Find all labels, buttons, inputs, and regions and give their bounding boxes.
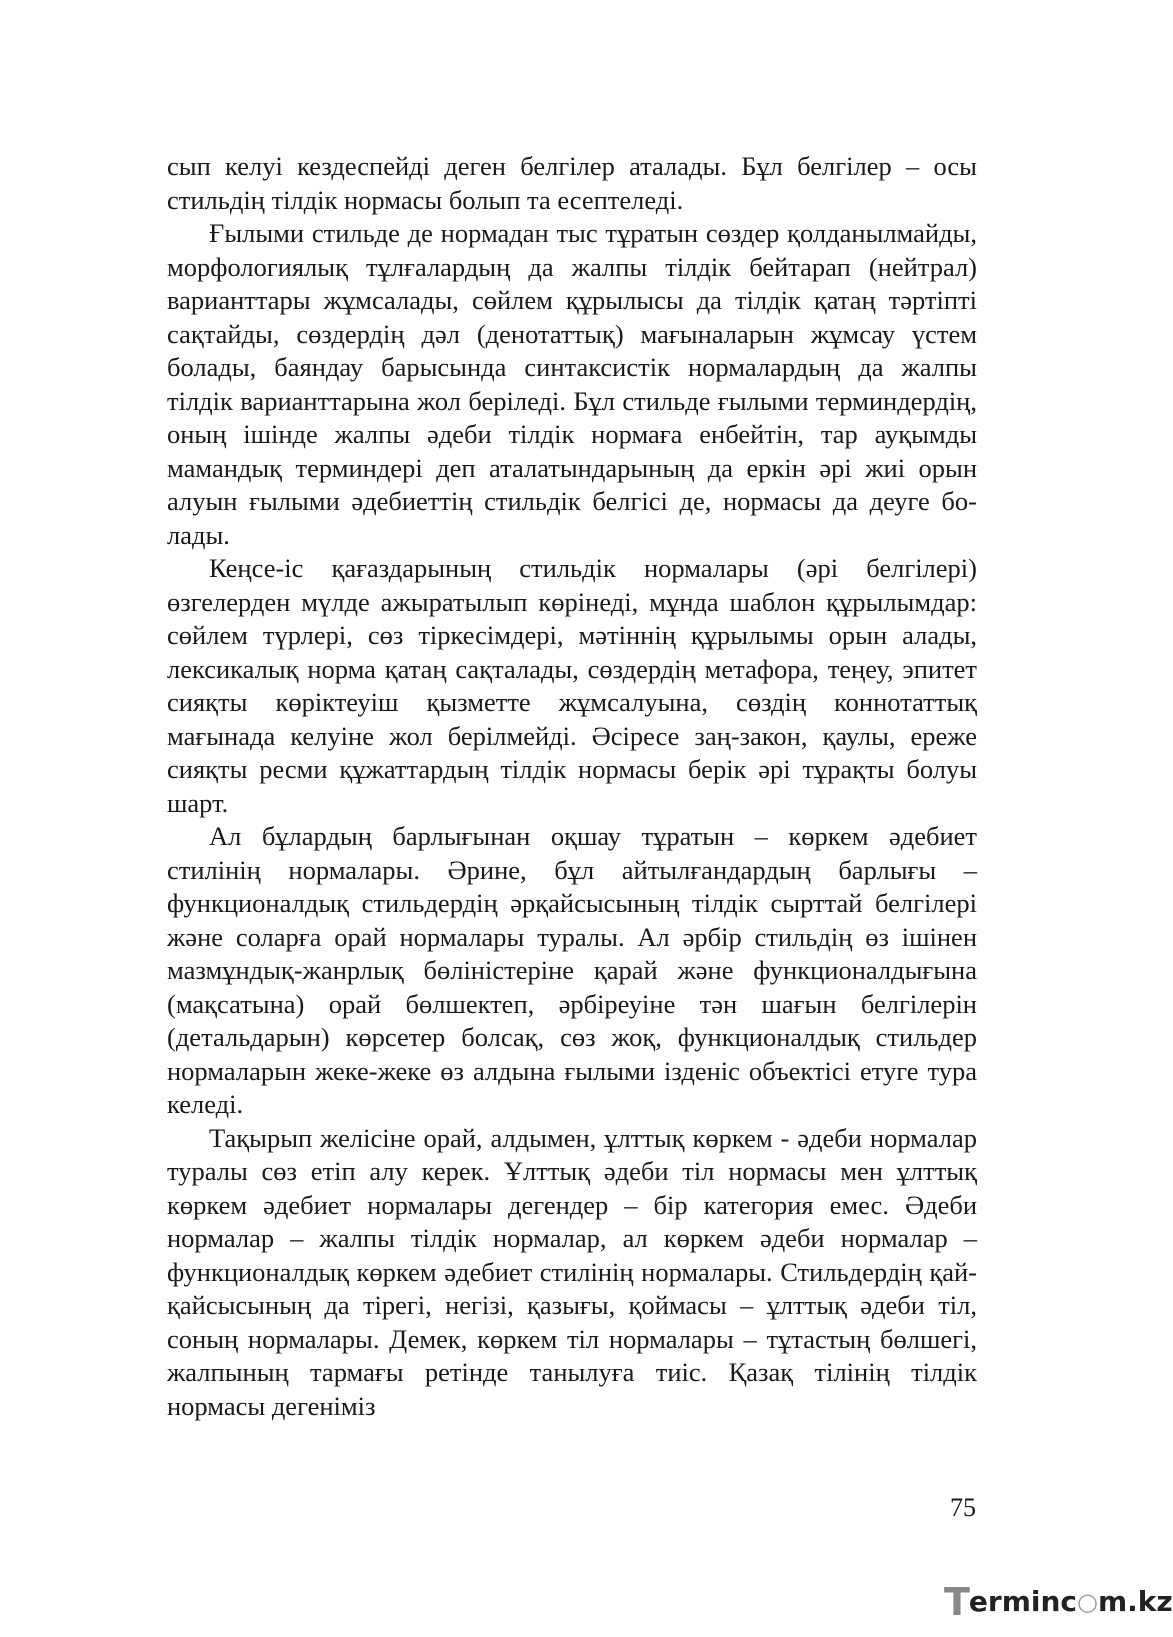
logo-domain: m.kz	[1097, 1585, 1173, 1618]
paragraph-office-style: Кеңсе-іс қағаздарының стильдік нормалары (әрі белгілері) өзгелерден мүлде ажыратылып көрінеді, мұнда шаблон құрылымдар: сөйлем түрлері, сөз тіркесімдері, мәтіннің құрылымы орын алады, лексикалық норма қатаң сақталады, сөздердің метафора, теңеу, эпитет сияқты көріктеуіш қызметте жұмсалуына, сөздің коннотаттық мағынада келуіне жол берілмейді. Әсіресе заң-закон, қаулы, ереже сияқты ресми құжаттардың тілдік нормасы берік әрі тұрақты болуы шарт.	[167, 553, 977, 818]
magnifier-icon: ○	[1077, 1588, 1098, 1616]
paragraph-national-norms: Тақырып желісіне орай, алдымен, ұлттық көркем - әдеби нормалар туралы сөз етіп алу керек. Ұлттық әдеби тіл нормасы мен ұлттық көркем әдебиет нормалары дегендер – бір категория емес. Әдеби нормалар – жалпы тілдік нормалар, ал көркем әдеби нормалар – функционалдық көркем әдебиет стилінің нормалары. Стильдердің қай-қайсысының да тірегі, негізі, қазығы, қоймасы – ұлттық әдеби тіл, соның нормалары. Демек, көркем тіл нормалары – тұтастың бөлшегі, жалпының тармағы ретінде танылуға тиіс. Қазақ тілінің тілдік нормасы дегеніміз	[167, 1122, 977, 1421]
logo-text: erminc	[968, 1585, 1078, 1618]
logo-first-letter: T	[944, 1580, 970, 1624]
paragraph-fiction-style: Ал бұлардың барлығынан оқшау тұратын – көркем әдебиет стилінің нормалары. Әрине, бұл айтылғандардың барлығы – функционалдық стильдердің әрқайсысының тілдік сырттай белгілері және соларға орай нормалары туралы. Ал әрбір стильдің өз ішінен мазмұндық-жанрлық бөліністеріне қарай және функционалдығына (мақсатына) орай бөлшектеп, әрбіреуіне тән шағын белгілерін (детальдарын) көрсетер болсақ, сөз жоқ, функционалдық стильдер нормаларын жеке-жеке өз алдына ғылыми ізденіс объектісі етуге тура келеді.	[167, 821, 977, 1119]
paragraph-continued: сып келуі кездеспейді деген белгілер аталады. Бұл белгілер – осы стильдің тілдік нормасы болып та есептеледі.	[167, 151, 977, 215]
paragraph-scientific-style: Ғылыми стильде де нормадан тыс тұратын сөздер қолданылмайды, морфологиялық тұлғалардың да жалпы тілдік бейтарап (нейтрал) варианттары жұмсалады, сөйлем құрылысы да тілдік қатаң тәртіпті сақтайды, сөздердің дәл (денотаттық) мағыналарын жұмсау үстем болады, баяндау барысында синтаксистік нормалардың да жалпы тілдік варианттарына жол беріледі. Бұл стильде ғылыми терминдердің, оның ішінде жалпы әдеби тілдік нормаға енбейтін, тар ауқымды мамандық терминдері деп аталатындарының да еркін әрі жиі орын алуын ғылыми әдебиеттің стильдік белгісі де, нормасы да деуге болады.	[167, 218, 977, 550]
termincom-logo	[944, 1580, 1173, 1624]
body-text	[167, 150, 977, 1423]
page-number: 75	[950, 1493, 976, 1522]
